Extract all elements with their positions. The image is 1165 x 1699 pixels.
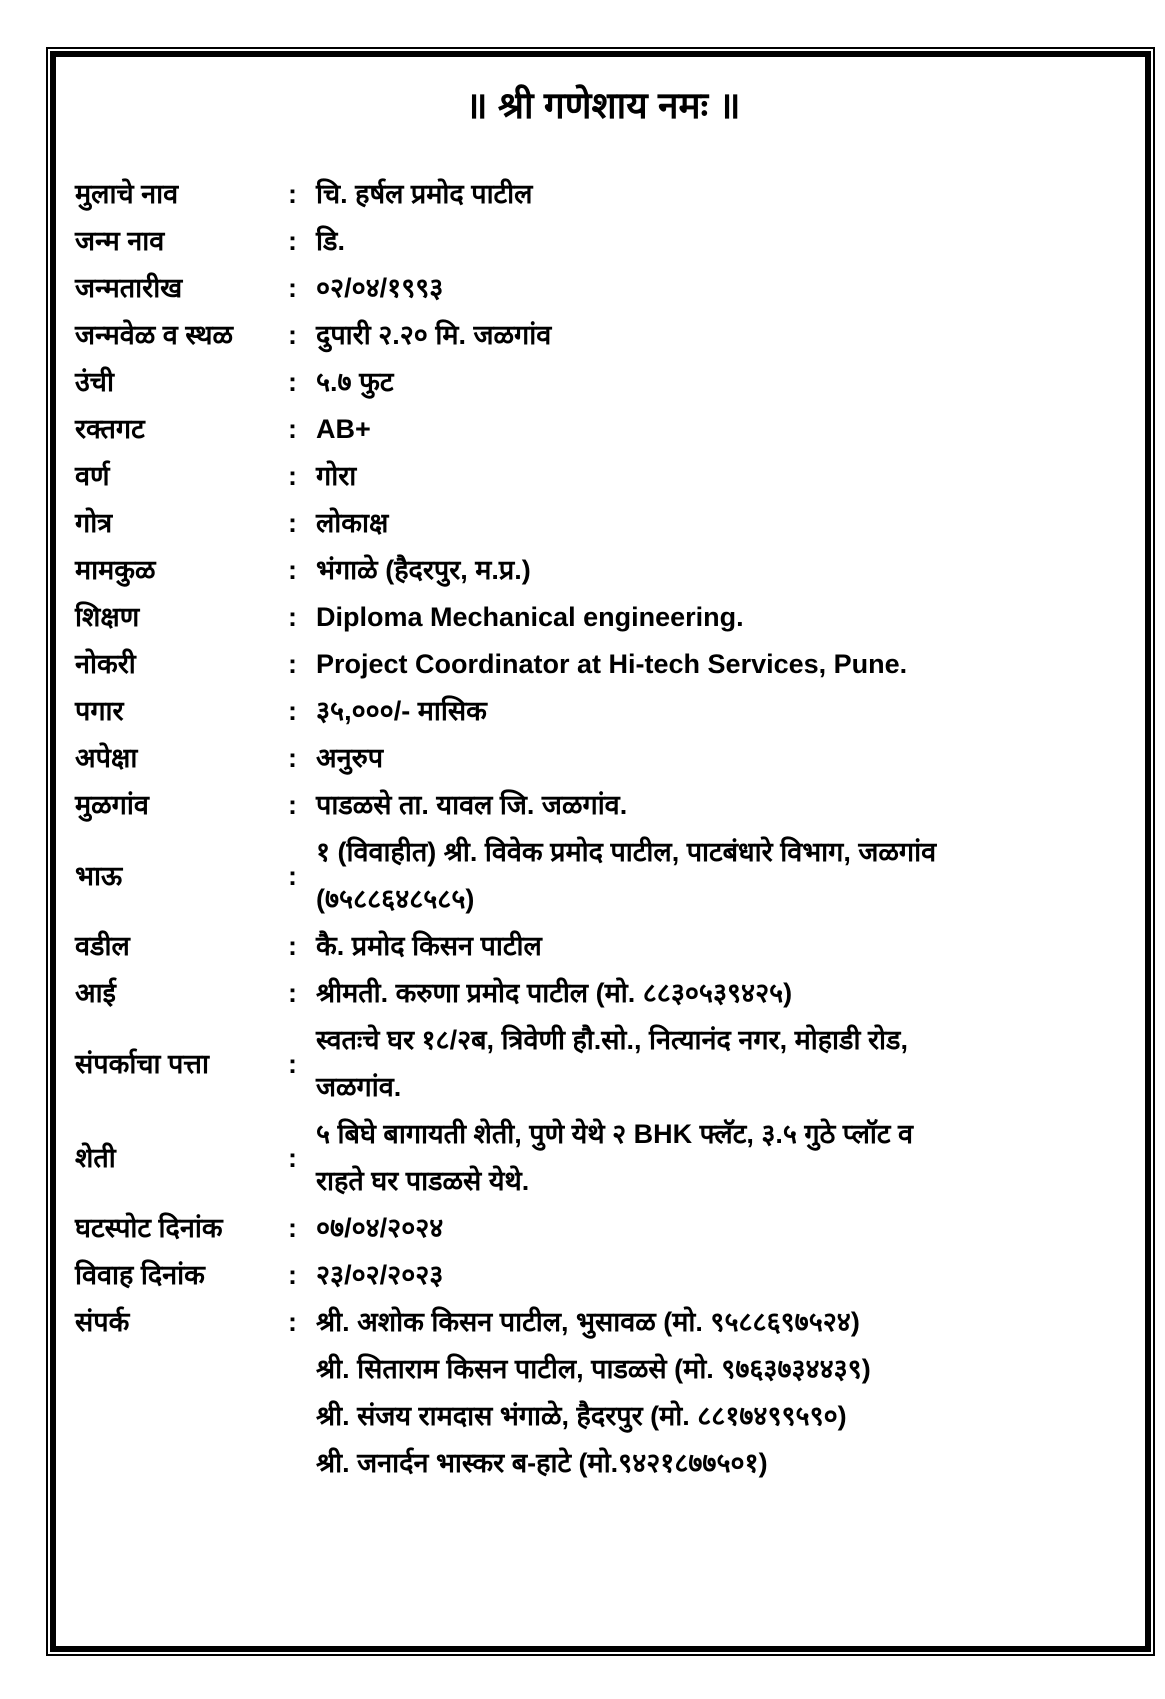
row-gotra xyxy=(75,500,1131,547)
colon-separator: : xyxy=(288,461,297,491)
field-label: अपेक्षा xyxy=(75,743,138,773)
colon-separator: : xyxy=(288,602,297,632)
colon-separator: : xyxy=(288,226,297,256)
field-label: वर्ण xyxy=(75,461,110,491)
field-label: संपर्काचा पत्ता xyxy=(75,1048,209,1079)
field-label: घटस्पोट दिनांक xyxy=(75,1213,223,1243)
row-brother xyxy=(75,829,1131,923)
field-value: डि. xyxy=(316,226,345,256)
colon-separator: : xyxy=(288,273,297,303)
field-value: ०२/०४/१९९३ xyxy=(316,273,444,303)
field-value: गोरा xyxy=(316,461,357,491)
row-birth-date xyxy=(75,265,1131,312)
colon-separator: : xyxy=(288,743,297,773)
row-mother xyxy=(75,970,1131,1017)
row-farming xyxy=(75,1111,1131,1205)
field-value: लोकाक्ष xyxy=(316,508,389,538)
document-inner-border xyxy=(50,51,1151,1652)
field-label: भाऊ xyxy=(75,860,123,891)
colon-separator: : xyxy=(288,790,297,820)
colon-separator: : xyxy=(288,179,297,209)
colon-separator: : xyxy=(288,649,297,679)
field-label: शिक्षण xyxy=(75,602,140,632)
row-expectation xyxy=(75,735,1131,782)
contact-line: श्री. सिताराम किसन पाटील, पाडळसे (मो. ९७६३७३४४३९) xyxy=(316,1354,871,1384)
field-label: जन्म नाव xyxy=(75,226,165,256)
field-value: अनुरुप xyxy=(316,743,384,773)
row-father xyxy=(75,923,1131,970)
contact-line: श्री. अशोक किसन पाटील, भुसावळ (मो. ९५८८६९७५२४) xyxy=(316,1307,860,1337)
row-height xyxy=(75,359,1131,406)
field-value: चि. हर्षल प्रमोद पाटील xyxy=(316,179,533,209)
colon-separator: : xyxy=(288,1260,297,1290)
colon-separator: : xyxy=(288,1142,297,1173)
row-native-village xyxy=(75,782,1131,829)
row-birth-name xyxy=(75,218,1131,265)
field-value: दुपारी २.२० मि. जळगांव xyxy=(316,320,552,350)
colon-separator: : xyxy=(288,696,297,726)
field-label: गोत्र xyxy=(75,508,113,538)
row-boys-name xyxy=(75,171,1131,218)
row-divorce-date xyxy=(75,1205,1131,1252)
field-label: मुलाचे नाव xyxy=(75,179,179,209)
field-value: ५ बिघे बागायती शेती, पुणे येथे २ BHK फ्लॅट, ३.५ गुठे प्लॉट व राहते घर पाडळसे येथे. xyxy=(316,1119,914,1196)
colon-separator: : xyxy=(288,320,297,350)
field-label: रक्तगट xyxy=(75,414,145,444)
field-label: मामकुळ xyxy=(75,555,156,585)
field-label: जन्मतारीख xyxy=(75,273,183,303)
row-education xyxy=(75,594,1131,641)
colon-separator: : xyxy=(288,860,297,891)
field-value: Diploma Mechanical engineering. xyxy=(316,602,744,632)
document-title: ॥ श्री गणेशाय नमः ॥ xyxy=(465,85,741,126)
field-value: स्वतःचे घर १८/२ब, त्रिवेणी हौ.सो., नित्यानंद नगर, मोहाडी रोड, जळगांव. xyxy=(316,1025,908,1102)
field-label: मुळगांव xyxy=(75,790,149,820)
field-value: १ (विवाहीत) श्री. विवेक प्रमोद पाटील, पाटबंधारे विभाग, जळगांव (७५८८६४८५८५) xyxy=(316,837,937,914)
field-value: ०७/०४/२०२४ xyxy=(316,1213,444,1243)
field-label: नोकरी xyxy=(75,649,136,679)
colon-separator: : xyxy=(288,555,297,585)
field-value: पाडळसे ता. यावल जि. जळगांव. xyxy=(316,790,628,820)
colon-separator: : xyxy=(288,931,297,961)
colon-separator: : xyxy=(288,508,297,538)
row-salary xyxy=(75,688,1131,735)
row-contact-address xyxy=(75,1017,1131,1111)
field-value: ५.७ फुट xyxy=(316,367,394,397)
contact-line: श्री. संजय रामदास भंगाळे, हैदरपुर (मो. ८८१७४९९५९०) xyxy=(316,1401,847,1431)
colon-separator: : xyxy=(288,1307,297,1337)
document-outer-border xyxy=(46,47,1155,1656)
field-value: श्रीमती. करुणा प्रमोद पाटील (मो. ८८३०५३९४२५) xyxy=(316,978,793,1008)
field-label: वडील xyxy=(75,931,130,961)
colon-separator: : xyxy=(288,1213,297,1243)
colon-separator: : xyxy=(288,978,297,1008)
field-label: शेती xyxy=(75,1142,116,1173)
field-value: २३/०२/२०२३ xyxy=(316,1260,444,1290)
field-label: आई xyxy=(75,978,116,1008)
row-maternal-clan xyxy=(75,547,1131,594)
colon-separator: : xyxy=(288,367,297,397)
row-marriage-date xyxy=(75,1252,1131,1299)
field-label: विवाह दिनांक xyxy=(75,1260,205,1290)
row-complexion xyxy=(75,453,1131,500)
contact-line: श्री. जनार्दन भास्कर ब-हाटे (मो.९४२१८७७५०१) xyxy=(316,1448,768,1478)
colon-separator: : xyxy=(288,414,297,444)
field-value: AB+ xyxy=(316,414,371,444)
field-value: Project Coordinator at Hi-tech Services, Pune. xyxy=(316,649,908,679)
field-label: जन्मवेळ व स्थळ xyxy=(75,320,234,350)
field-value: कै. प्रमोद किसन पाटील xyxy=(316,931,542,961)
row-job xyxy=(75,641,1131,688)
row-contacts xyxy=(75,1299,1131,1487)
field-value xyxy=(316,1299,1131,1487)
field-value: भंगाळे (हैदरपुर, म.प्र.) xyxy=(316,555,531,585)
colon-separator: : xyxy=(288,1048,297,1079)
field-label: पगार xyxy=(75,696,124,726)
field-label: उंची xyxy=(75,367,114,397)
field-label: संपर्क xyxy=(75,1307,130,1337)
field-value: ३५,०००/- मासिक xyxy=(316,696,487,726)
row-blood-group xyxy=(75,406,1131,453)
row-birth-time-place xyxy=(75,312,1131,359)
